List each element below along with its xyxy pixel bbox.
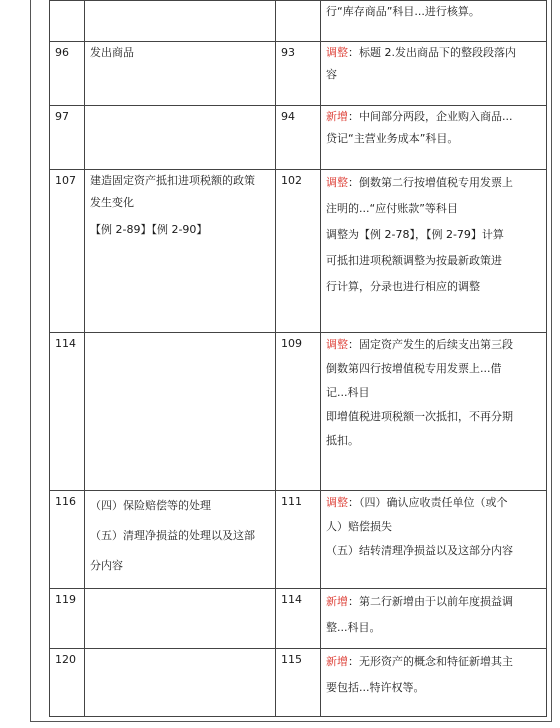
new-page-cell: 115 — [276, 649, 321, 717]
description-line: 容 — [326, 68, 337, 81]
page-number-cell: 116 — [50, 491, 85, 589]
change-tag: 调整 — [326, 496, 348, 509]
change-tag: 调整 — [326, 338, 348, 351]
page-number-cell — [50, 1, 85, 42]
table-row — [50, 491, 547, 589]
new-page-cell: 114 — [276, 589, 321, 649]
new-page-cell: 111 — [276, 491, 321, 589]
change-description-cell — [321, 170, 547, 333]
description-line: 注明的...“应付账款”等科目 — [326, 202, 458, 215]
description-line: 要包括...特许权等。 — [326, 681, 425, 694]
description-line: 调整为【例 2-78】，【例 2-79】计算 — [326, 228, 504, 241]
page-number-cell: 120 — [50, 649, 85, 717]
new-page-cell — [276, 1, 321, 42]
item-line: 建造固定资产抵扣进项税额的政策 — [90, 174, 255, 187]
table-row — [50, 589, 547, 649]
item-cell — [85, 1, 276, 42]
description-line: 新增：中间部分两段，企业购入商品... — [326, 110, 513, 123]
new-page-cell: 94 — [276, 106, 321, 170]
change-tag: 调整 — [326, 176, 348, 189]
item-cell — [85, 333, 276, 491]
description-line: 行“库存商品”科目...进行核算。 — [326, 5, 480, 18]
table-row — [50, 106, 547, 170]
item-cell — [85, 106, 276, 170]
description-line: 记...科目 — [326, 386, 370, 399]
new-page-cell: 93 — [276, 42, 321, 106]
item-line: 分内容 — [90, 559, 123, 572]
description-line: 新增：无形资产的概念和特征新增其主 — [326, 655, 513, 668]
change-tag: 调整 — [326, 46, 348, 59]
change-description-cell — [321, 649, 547, 717]
change-description-cell — [321, 491, 547, 589]
table-row — [50, 649, 547, 717]
change-description-cell — [321, 589, 547, 649]
page-number-cell: 96 — [50, 42, 85, 106]
description-line: 调整：（四）确认应收责任单位（或个 — [326, 496, 508, 509]
change-description-cell — [321, 42, 547, 106]
item-cell — [85, 589, 276, 649]
revision-table — [49, 0, 547, 717]
change-tag: 新增 — [326, 595, 348, 608]
table-row — [50, 1, 547, 42]
change-tag: 新增 — [326, 110, 348, 123]
description-line: （五）结转清理净损益以及这部分内容 — [326, 544, 513, 557]
item-line: 发生变化 — [90, 196, 134, 209]
item-line: （五）清理净损益的处理以及这部 — [90, 529, 255, 542]
change-description-cell — [321, 106, 547, 170]
page-number-cell: 107 — [50, 170, 85, 333]
change-description-cell — [321, 1, 547, 42]
description-line: 即增值税进项税额一次抵扣，不再分期 — [326, 410, 513, 423]
description-line: 倒数第四行按增值税专用发票上...借 — [326, 362, 502, 375]
description-line: 人）赔偿损失 — [326, 520, 392, 533]
description-line: 可抵扣进项税额调整为按最新政策进 — [326, 254, 502, 267]
item-line: 【例 2-89】【例 2-90】 — [90, 223, 208, 236]
description-line: 抵扣。 — [326, 434, 359, 447]
description-line: 整...科目。 — [326, 621, 381, 634]
description-line: 调整：倒数第二行按增值税专用发票上 — [326, 176, 513, 189]
page-number-cell: 119 — [50, 589, 85, 649]
page-number-cell: 97 — [50, 106, 85, 170]
description-line: 调整：标题 2.发出商品下的整段段落内 — [326, 46, 516, 59]
table-row — [50, 333, 547, 491]
item-cell — [85, 491, 276, 589]
description-line: 新增：第二行新增由于以前年度损益调 — [326, 595, 513, 608]
item-line: （四）保险赔偿等的处理 — [90, 499, 211, 512]
item-cell — [85, 649, 276, 717]
item-cell — [85, 42, 276, 106]
table-row — [50, 42, 547, 106]
description-line: 行计算，分录也进行相应的调整 — [326, 280, 480, 293]
change-description-cell — [321, 333, 547, 491]
item-line: 发出商品 — [90, 46, 134, 59]
new-page-cell: 109 — [276, 333, 321, 491]
new-page-cell: 102 — [276, 170, 321, 333]
description-line: 贷记“主营业务成本”科目。 — [326, 132, 459, 145]
change-tag: 新增 — [326, 655, 348, 668]
description-line: 调整：固定资产发生的后续支出第三段 — [326, 338, 513, 351]
item-cell — [85, 170, 276, 333]
page-number-cell: 114 — [50, 333, 85, 491]
table-row — [50, 170, 547, 333]
